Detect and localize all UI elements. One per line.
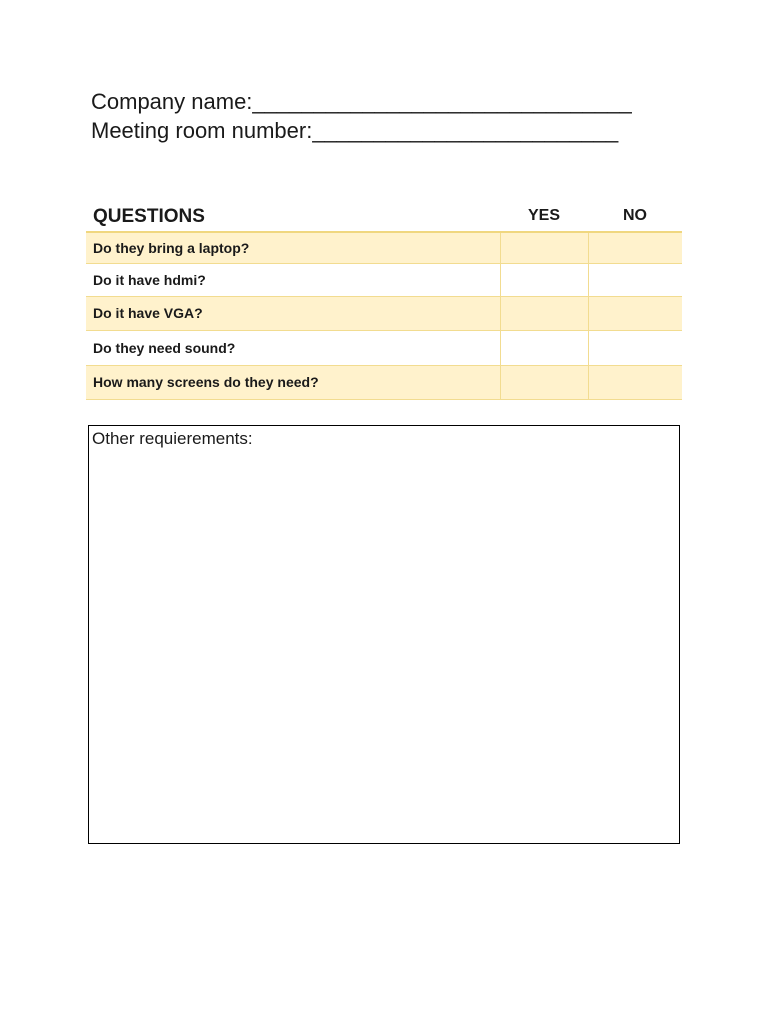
table-row	[86, 330, 682, 365]
question-sound: Do they need sound?	[86, 330, 500, 365]
yes-cell-laptop[interactable]	[500, 232, 588, 263]
no-cell-vga[interactable]	[588, 296, 682, 330]
yes-column-header: YES	[527, 207, 560, 224]
table-row	[86, 232, 682, 263]
table-row	[86, 263, 682, 296]
other-requirements-label: Other requierements:	[92, 429, 253, 448]
no-column-header: NO	[623, 207, 647, 224]
no-cell-screens[interactable]	[588, 365, 682, 399]
yes-cell-vga[interactable]	[500, 296, 588, 330]
no-cell-laptop[interactable]	[588, 232, 682, 263]
questions-table	[86, 231, 682, 400]
question-laptop: Do they bring a laptop?	[86, 232, 500, 263]
question-hdmi: Do it have hdmi?	[86, 263, 500, 296]
table-row	[86, 296, 682, 330]
other-requirements-box[interactable]	[88, 425, 680, 844]
yes-cell-hdmi[interactable]	[500, 263, 588, 296]
yes-cell-sound[interactable]	[500, 330, 588, 365]
no-cell-sound[interactable]	[588, 330, 682, 365]
meeting-room-number-field[interactable]: Meeting room number:_________________________	[91, 118, 619, 143]
questions-heading: QUESTIONS	[93, 206, 205, 227]
yes-cell-screens[interactable]	[500, 365, 588, 399]
table-row	[86, 365, 682, 399]
question-screens: How many screens do they need?	[86, 365, 500, 399]
no-cell-hdmi[interactable]	[588, 263, 682, 296]
company-name-field[interactable]: Company name:_______________________________	[91, 89, 632, 114]
question-vga: Do it have VGA?	[86, 296, 500, 330]
